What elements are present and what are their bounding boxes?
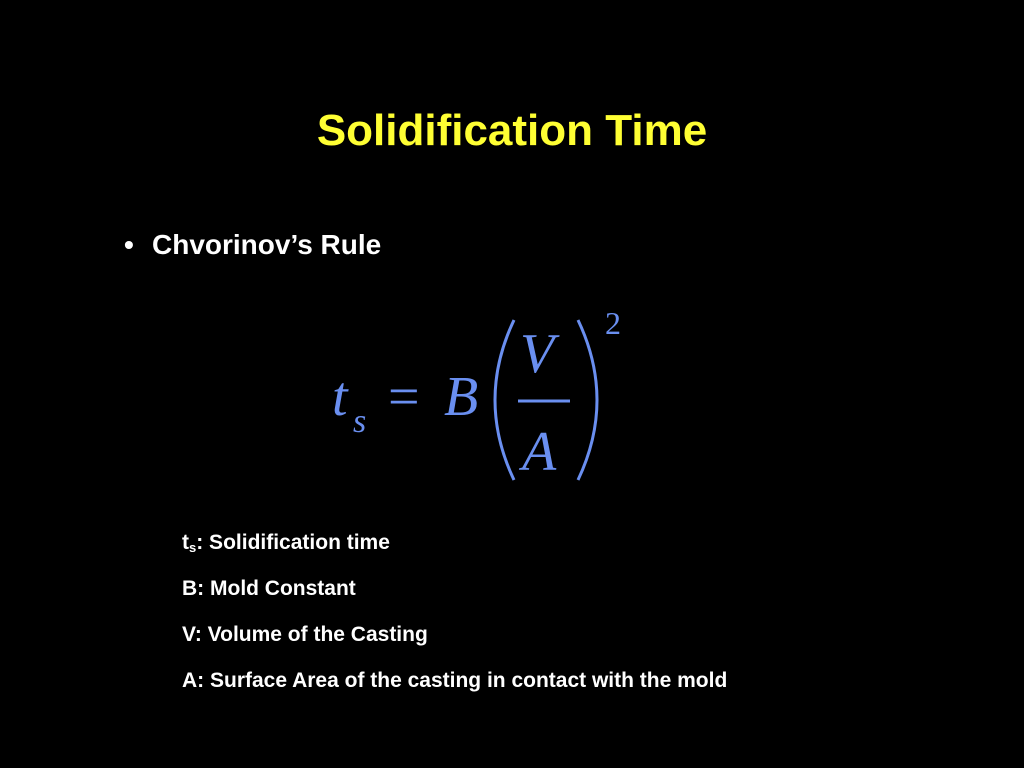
definition-subscript: s [189, 540, 197, 555]
definition-v: V: Volume of the Casting [182, 623, 428, 646]
chvorinov-formula [300, 290, 660, 500]
definition-ts [182, 530, 727, 576]
slide-title: Solidification Time [316, 106, 708, 155]
formula-graphic [300, 290, 660, 500]
bullet-item-chvorinov [124, 228, 381, 262]
formula-equals: = [388, 366, 420, 428]
left-paren [495, 320, 514, 480]
right-paren [578, 320, 597, 480]
formula-lhs-var: t [332, 366, 348, 428]
formula-exponent: 2 [605, 305, 621, 341]
formula-numerator: V [520, 323, 555, 385]
definition-text: : Solidification time [196, 531, 390, 554]
formula-lhs-subscript: s [353, 403, 367, 440]
definition-list [182, 530, 727, 714]
definition-b: B: Mold Constant [182, 577, 356, 600]
formula-denominator: A [522, 421, 557, 483]
bullet-marker: • [124, 229, 134, 260]
definition-symbol: t [182, 531, 189, 554]
formula-constant: B [444, 366, 479, 428]
definition-a: A: Surface Area of the casting in contact with the mold [182, 669, 728, 692]
bullet-text: Chvorinov’s Rule [152, 229, 382, 260]
